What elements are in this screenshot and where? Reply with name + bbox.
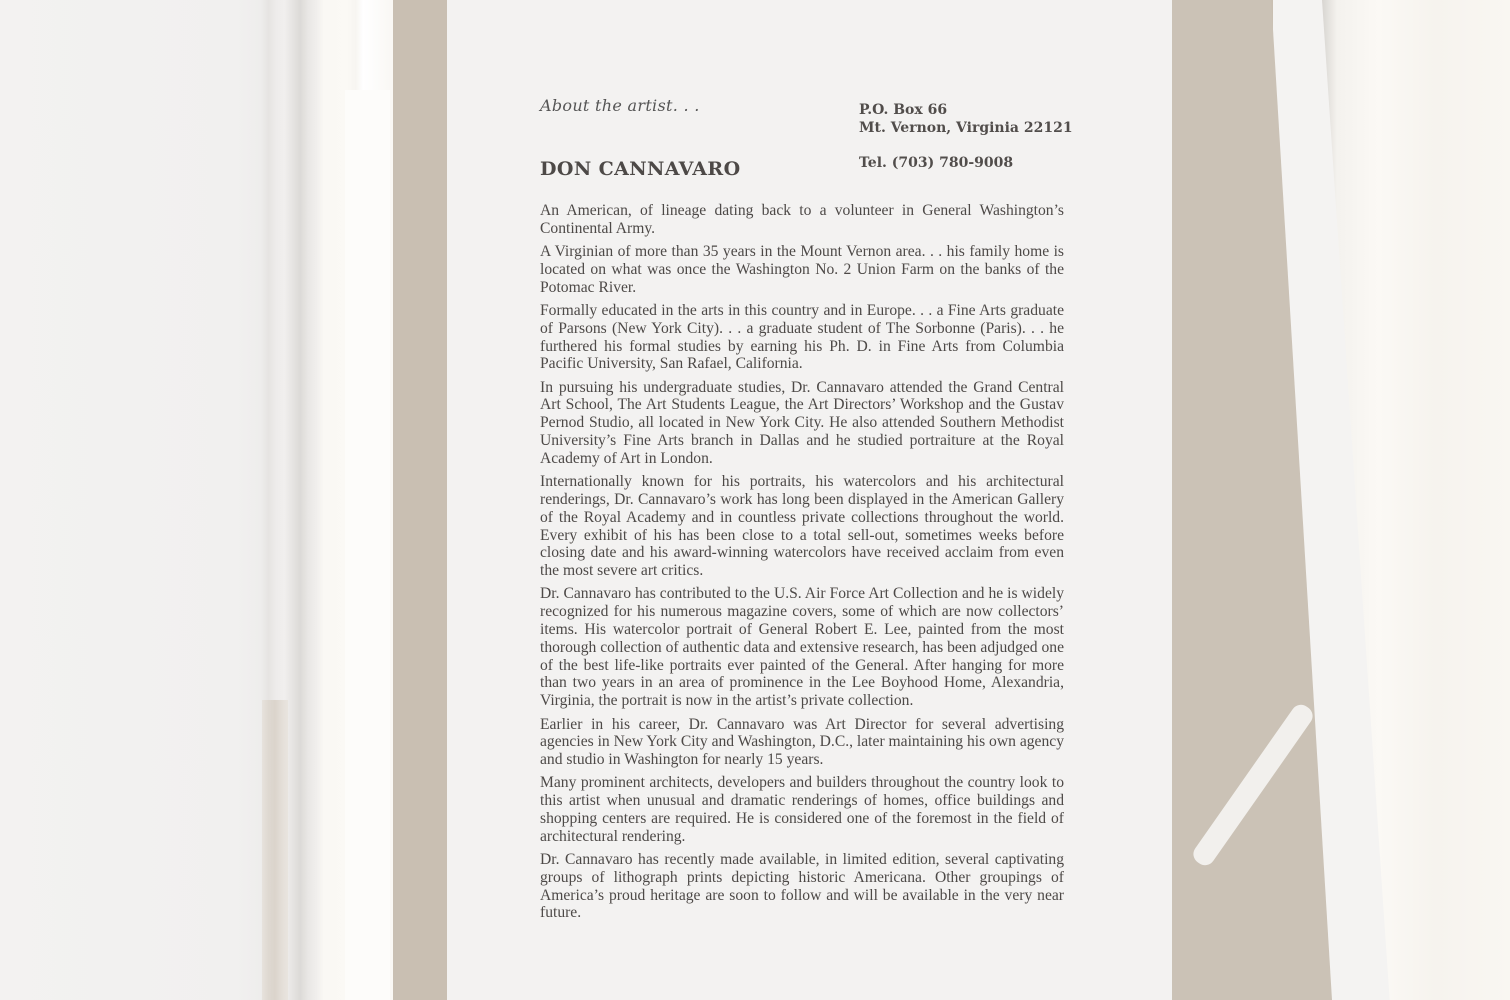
biography-body: [540, 202, 1064, 928]
about-the-artist-label: About the artist. . .: [540, 96, 700, 115]
bio-paragraph-international: Internationally known for his portraits, his watercolors and his architectural renderings, Dr. Cannavaro’s work has long been displayed in the American Gallery of the Royal Academy and in countless private collections throughout the world. Every exhibit of his has been close to a total sell-out, sometimes weeks before closing date and his award-winning watercolors have received acclaim from even the most severe art critics.: [540, 473, 1064, 580]
left-plastic-sleeve: [0, 0, 395, 1000]
intro-heading: [540, 96, 700, 115]
plastic-glare: [1189, 701, 1316, 869]
sleeve-glare: [345, 90, 390, 1000]
artist-bio-card: [447, 0, 1172, 1000]
artist-name: DON CANNAVARO: [540, 158, 741, 180]
address-line-1: P.O. Box 66: [859, 102, 948, 118]
bio-paragraph-lithographs: Dr. Cannavaro has recently made available, in limited edition, several captivating groups of lithograph prints depicting historic Americana. Other groupings of America’s proud heritage are soon to follow and will be available in the very near future.: [540, 851, 1064, 922]
kraft-board-right-edge: [1172, 0, 1332, 1000]
sleeve-edge-strip: [262, 700, 288, 1000]
right-plastic-sleeve: [1322, 0, 1510, 1000]
bio-paragraph-virginian: A Virginian of more than 35 years in the Mount Vernon area. . . his family home is located on what was once the Washington No. 2 Union Farm on the banks of the Potomac River.: [540, 243, 1064, 296]
bio-paragraph-education: Formally educated in the arts in this country and in Europe. . . a Fine Arts graduate of Parsons (New York City). . . a graduate student of The Sorbonne (Paris). . . he furthered his formal studies by earning his Ph. D. in Fine Arts from Columbia Pacific University, San Rafael, California.: [540, 301, 1064, 373]
bio-paragraph-architects: Many prominent architects, developers and builders throughout the country look to this artist when unusual and dramatic renderings of homes, office buildings and shopping centers are required. He is considered one of the foremost in the field of architectural rendering.: [540, 774, 1064, 845]
telephone-number: Tel. (703) 780-9008: [859, 155, 1014, 171]
mailing-address: [859, 101, 1073, 137]
address-line-2: Mt. Vernon, Virginia 22121: [859, 120, 1073, 136]
bio-paragraph-career: Earlier in his career, Dr. Cannavaro was Art Director for several advertising agencies in New York City and Washington, D.C., later maintaining his own agency and studio in Washington for nearly 15 years.: [540, 715, 1064, 769]
bio-paragraph-undergraduate: In pursuing his undergraduate studies, Dr. Cannavaro attended the Grand Central Art School, The Art Students League, the Art Directors’ Workshop and the Gustav Pernod Studio, all located in New York City. He also attended Southern Methodist University’s Fine Arts branch in Dallas and he studied portraiture at the Royal Academy of Art in London.: [540, 378, 1064, 467]
bio-paragraph-air-force: Dr. Cannavaro has contributed to the U.S. Air Force Art Collection and he is widely recognized for his numerous magazine covers, some of which are now collectors’ items. His watercolor portrait of General Robert E. Lee, painted from the most thorough collection of authentic data and extensive research, has been adjudged one of the best life-like portraits ever painted of the General. After hanging for more than two years in an area of prominence in the Lee Boyhood Home, Alexandria, Virginia, the portrait is now in the artist’s private collection.: [540, 585, 1064, 710]
bio-paragraph-lineage: An American, of lineage dating back to a volunteer in General Washington’s Continental Army.: [540, 202, 1064, 237]
